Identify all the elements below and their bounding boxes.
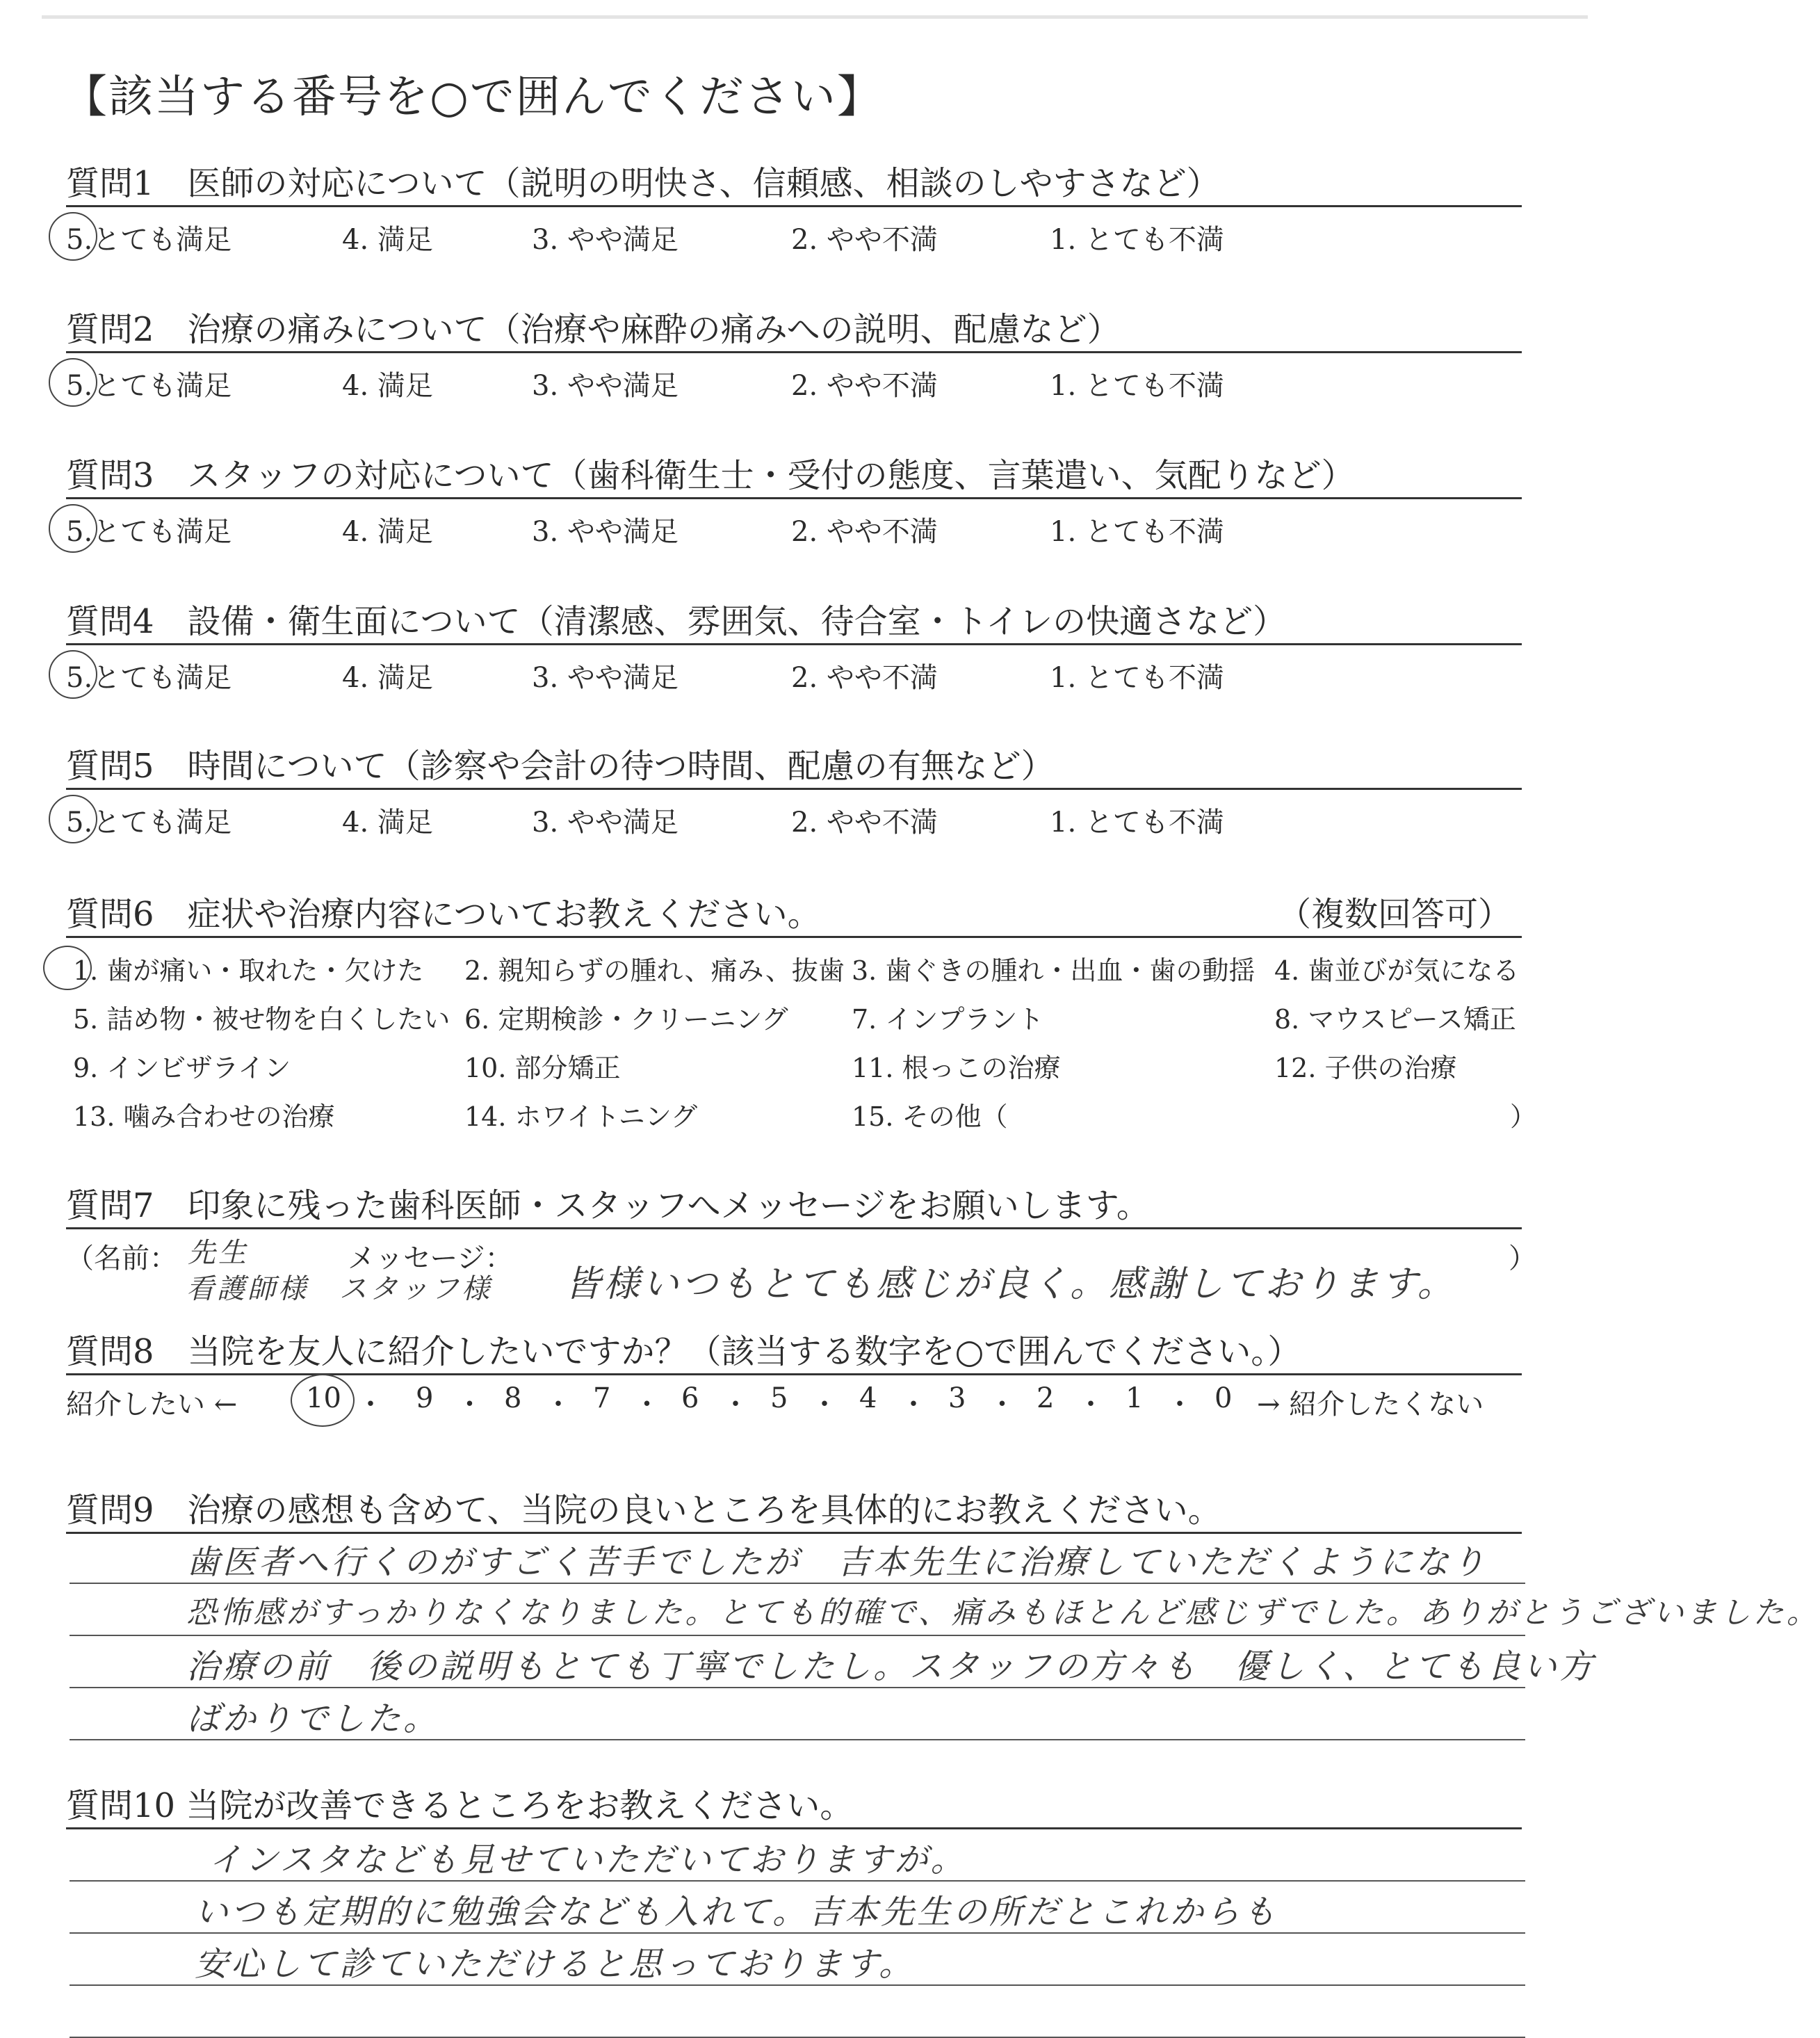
q5-selection-circle — [49, 795, 97, 843]
q1-rule — [66, 205, 1522, 207]
q9-underline — [70, 1739, 1525, 1740]
q5-option-4[interactable]: 4. 満足 — [342, 807, 433, 839]
q3-option-1[interactable]: 1. とても不満 — [1050, 516, 1224, 548]
q6-item-7[interactable]: 7. インプラント — [852, 1004, 1044, 1035]
q10-line-2: いつも定期的に勉強会なども入れて。吉本先生の所だとこれからも — [195, 1893, 1279, 1932]
q5-option-3[interactable]: 3. やや満足 — [532, 807, 679, 839]
q7-rule — [66, 1227, 1522, 1229]
q2-rule — [66, 351, 1522, 353]
q6-item-16: ） — [1510, 1101, 1537, 1132]
q6-item-5[interactable]: 5. 詰め物・被せ物を白くしたい — [73, 1004, 450, 1035]
q10-line-1: インスタなども見せていただいておりますが。 — [209, 1841, 967, 1879]
q4-heading: 質問4 設備・衛生面について（清潔感、雰囲気、待合室・トイレの快適さなど） — [66, 602, 1287, 641]
q5-option-5[interactable]: 5.とても満足 — [66, 807, 232, 839]
q2-option-2[interactable]: 2. やや不満 — [791, 370, 938, 402]
q6-item-11[interactable]: 11. 根っこの治療 — [852, 1053, 1061, 1083]
q2-selection-circle — [49, 358, 97, 407]
q8-scale-9[interactable]: 9 — [416, 1382, 434, 1414]
q8-scale-dot: ・ — [988, 1389, 1016, 1421]
q2-option-5[interactable]: 5.とても満足 — [66, 370, 232, 402]
q5-heading: 質問5 時間について（診察や会計の待つ時間、配慮の有無など） — [66, 747, 1055, 786]
q8-scale-3[interactable]: 3 — [948, 1382, 966, 1414]
q6-item-12[interactable]: 12. 子供の治療 — [1274, 1053, 1457, 1083]
q8-scale-dot: ・ — [633, 1389, 661, 1421]
q2-option-3[interactable]: 3. やや満足 — [532, 370, 679, 402]
q6-item-15[interactable]: 15. その他（ — [852, 1101, 1008, 1132]
q4-option-5[interactable]: 5.とても満足 — [66, 662, 232, 694]
q8-scale-6[interactable]: 6 — [681, 1382, 699, 1414]
q6-item-3[interactable]: 3. 歯ぐきの腫れ・出血・歯の動揺 — [852, 955, 1256, 986]
q3-selection-circle — [49, 504, 97, 553]
q9-line-4: ばかりでした。 — [186, 1699, 440, 1738]
q9-underline — [70, 1583, 1525, 1584]
q7-message-label: メッセージ： — [348, 1243, 513, 1275]
q9-line-1: 歯医者へ行くのがすごく苦手でしたが 吉本先生に治療していただくようになり — [186, 1543, 1488, 1582]
q1-heading: 質問1 医師の対応について（説明の明快さ、信頼感、相談のしやすさなど） — [66, 164, 1220, 203]
q9-line-3: 治療の前 後の説明もとても丁寧でしたし。スタッフの方々も 優しく、とても良い方 — [186, 1647, 1596, 1686]
q7-hw-name-1: 先生 — [188, 1237, 249, 1269]
q6-item-6[interactable]: 6. 定期検診・クリーニング — [464, 1004, 788, 1035]
q8-scale-dot: ・ — [900, 1389, 927, 1421]
q6-item-8[interactable]: 8. マウスピース矯正 — [1274, 1004, 1516, 1035]
q2-heading: 質問2 治療の痛みについて（治療や麻酔の痛みへの説明、配慮など） — [66, 310, 1121, 349]
q6-item-9[interactable]: 9. インビザライン — [73, 1053, 291, 1083]
q4-option-4[interactable]: 4. 満足 — [342, 662, 433, 694]
q8-scale-10[interactable]: 10 — [306, 1382, 341, 1414]
q6-rule — [66, 936, 1522, 938]
q6-item-13[interactable]: 13. 噛み合わせの治療 — [73, 1101, 335, 1132]
q3-option-5[interactable]: 5.とても満足 — [66, 516, 232, 548]
q8-scale-dot: ・ — [1077, 1389, 1105, 1421]
q10-underline — [70, 1984, 1525, 1986]
q8-scale-1[interactable]: 1 — [1126, 1382, 1144, 1414]
page-title: 【該当する番号を○で囲んでください】 — [63, 72, 883, 123]
q8-scale-dot: ・ — [544, 1389, 572, 1421]
q3-option-4[interactable]: 4. 満足 — [342, 516, 433, 548]
q6-item-10[interactable]: 10. 部分矯正 — [464, 1053, 621, 1083]
q3-rule — [66, 497, 1522, 499]
q8-scale-2[interactable]: 2 — [1037, 1382, 1055, 1414]
q3-heading: 質問3 スタッフの対応について（歯科衛生士・受付の態度、言葉遣い、気配りなど） — [66, 456, 1355, 495]
q8-scale-dot: ・ — [1166, 1389, 1194, 1421]
q8-scale-dot: ・ — [811, 1389, 838, 1421]
q8-scale-7[interactable]: 7 — [593, 1382, 611, 1414]
q8-scale-0[interactable]: 0 — [1214, 1382, 1233, 1414]
q8-scale-dot: ・ — [455, 1389, 484, 1421]
q5-rule — [66, 788, 1522, 790]
q1-option-5[interactable]: 5.とても満足 — [66, 224, 232, 256]
q9-line-2: 恐怖感がすっかりなくなりました。とても的確で、痛みもほとんど感じずでした。ありがとうございました。 — [186, 1595, 1820, 1631]
q7-hw-name-2: 看護師様 スタッフ様 — [186, 1273, 492, 1305]
q7-heading: 質問7 印象に残った歯科医師・スタッフへメッセージをお願いします。 — [66, 1186, 1150, 1225]
q4-option-3[interactable]: 3. やや満足 — [532, 662, 679, 694]
q6-item-2[interactable]: 2. 親知らずの腫れ、痛み、抜歯 — [464, 955, 845, 986]
q10-heading: 質問10 当院が改善できるところをお教えください。 — [66, 1786, 854, 1825]
q6-selection-circle — [43, 946, 92, 990]
q9-underline — [70, 1635, 1525, 1636]
q7-name-label: （名前： — [66, 1243, 177, 1275]
q8-heading: 質問8 当院を友人に紹介したいですか？（該当する数字を○で囲んでください。） — [66, 1332, 1301, 1371]
q6-item-1[interactable]: 1. 歯が痛い・取れた・欠けた — [73, 955, 424, 986]
q4-selection-circle — [49, 650, 97, 699]
q8-selection-circle — [291, 1374, 355, 1427]
q2-option-1[interactable]: 1. とても不満 — [1050, 370, 1224, 402]
q6-note: （複数回答可） — [1278, 895, 1512, 934]
q9-rule — [66, 1532, 1522, 1534]
q8-scale-5[interactable]: 5 — [770, 1382, 788, 1414]
q8-right-label: → 紹介したくない — [1257, 1389, 1484, 1421]
q5-option-2[interactable]: 2. やや不満 — [791, 807, 938, 839]
q6-heading: 質問6 症状や治療内容についてお教えください。 — [66, 895, 821, 934]
q7-hw-message: 皆様いつもとても感じが良く。感謝しております。 — [564, 1263, 1456, 1305]
q6-item-14[interactable]: 14. ホワイトニング — [464, 1101, 698, 1132]
q8-left-label: 紹介したい ← — [66, 1389, 238, 1421]
q8-scale-8[interactable]: 8 — [504, 1382, 522, 1414]
q1-option-1[interactable]: 1. とても不満 — [1050, 224, 1224, 256]
q4-option-2[interactable]: 2. やや不満 — [791, 662, 938, 694]
q2-option-4[interactable]: 4. 満足 — [342, 370, 433, 402]
q9-underline — [70, 1687, 1525, 1688]
q10-line-3: 安心して診ていただけると思っております。 — [195, 1945, 916, 1984]
q10-underline — [70, 1932, 1525, 1934]
q7-close-paren: ） — [1509, 1243, 1536, 1275]
q3-option-3[interactable]: 3. やや満足 — [532, 516, 679, 548]
q4-rule — [66, 643, 1522, 645]
q8-scale-dot: ・ — [357, 1389, 384, 1421]
q1-selection-circle — [49, 212, 97, 261]
q1-option-2[interactable]: 2. やや不満 — [791, 224, 938, 256]
q5-option-1[interactable]: 1. とても不満 — [1050, 807, 1224, 839]
top-border — [42, 15, 1588, 19]
q1-option-4[interactable]: 4. 満足 — [342, 224, 433, 256]
q10-rule — [66, 1827, 1522, 1829]
q9-heading: 質問9 治療の感想も含めて、当院の良いところを具体的にお教えください。 — [66, 1491, 1221, 1530]
q1-option-3[interactable]: 3. やや満足 — [532, 224, 679, 256]
q6-item-4[interactable]: 4. 歯並びが気になる — [1274, 955, 1520, 986]
q8-rule — [66, 1373, 1522, 1375]
q10-underline — [70, 1880, 1525, 1882]
q8-scale-4[interactable]: 4 — [859, 1382, 877, 1414]
q4-option-1[interactable]: 1. とても不満 — [1050, 662, 1224, 694]
q8-scale-dot: ・ — [722, 1389, 749, 1421]
q3-option-2[interactable]: 2. やや不満 — [791, 516, 938, 548]
